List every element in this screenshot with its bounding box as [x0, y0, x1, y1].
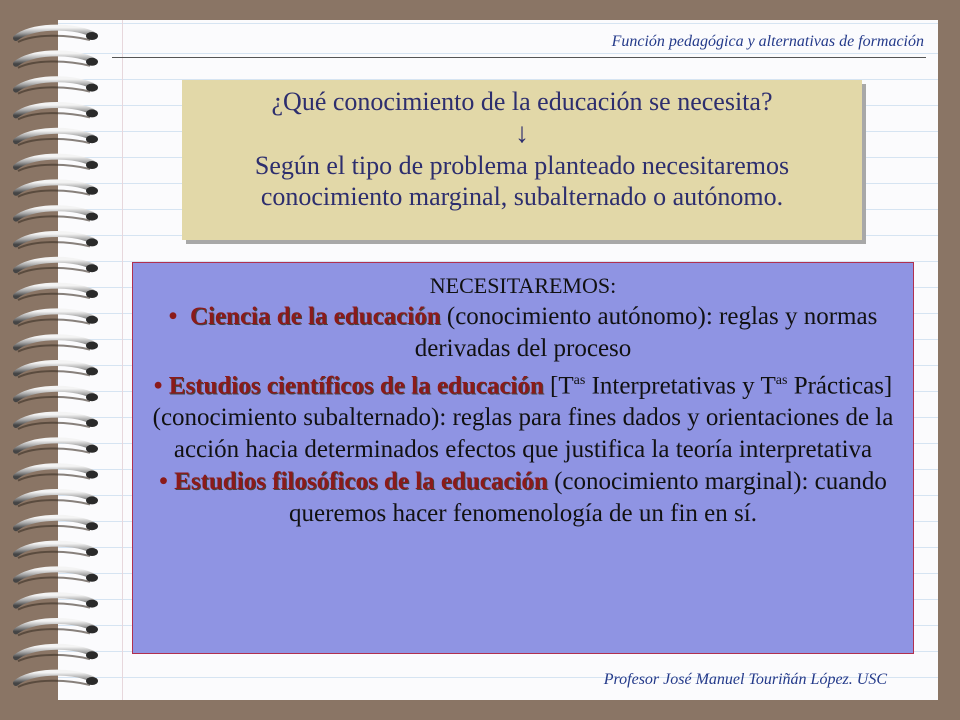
spiral-ring	[16, 260, 98, 274]
spiral-ring	[16, 105, 98, 119]
slide-footer: Profesor José Manuel Touriñán López. USC	[603, 671, 887, 688]
spiral-ring	[16, 647, 98, 661]
spiral-ring	[16, 234, 98, 248]
spiral-ring	[16, 131, 98, 145]
list-item-ciencia	[151, 301, 895, 365]
spiral-ring	[16, 208, 98, 222]
spiral-ring	[16, 157, 98, 171]
bullet-icon: •	[153, 372, 163, 400]
desc-cientificos-1: [T	[543, 372, 574, 400]
sup-as-2: as	[775, 373, 788, 388]
spiral-ring	[16, 79, 98, 93]
bullet-icon: •	[168, 303, 178, 330]
spiral-ring	[16, 518, 98, 532]
spiral-ring	[16, 440, 98, 454]
list-item-cientificos	[151, 365, 895, 466]
header-rule	[112, 57, 926, 58]
spiral-ring	[16, 389, 98, 403]
desc-ciencia: (conocimiento autónomo): reglas y normas derivadas del proceso	[414, 303, 878, 362]
margin-line	[122, 20, 123, 700]
needs-title: NECESITAREMOS:	[429, 273, 617, 298]
spiral-ring	[16, 182, 98, 196]
answer-line-1: Según el tipo de problema planteado necesitaremos	[254, 151, 790, 180]
term-ciencia: Ciencia de la educación	[189, 303, 441, 330]
spiral-ring	[16, 595, 98, 609]
spiral-ring	[16, 363, 98, 377]
desc-cientificos-3: Prácticas] (conocimiento subalternado): reglas para fines dados y orientaciones de la acción hacia determinados efectos que justifica la teoría interpretativa	[152, 372, 894, 464]
spiral-binding	[0, 20, 110, 700]
down-arrow-icon: ↓	[515, 118, 529, 149]
question-text: ¿Qué conocimiento de la educación se necesita?	[271, 87, 773, 116]
spiral-ring	[16, 673, 98, 687]
spiral-ring	[16, 415, 98, 429]
spiral-ring	[16, 466, 98, 480]
spiral-ring	[16, 28, 98, 42]
question-box	[182, 80, 862, 240]
spiral-ring	[16, 337, 98, 351]
needs-box	[132, 262, 914, 654]
desc-filosoficos: (conocimiento marginal): cuando queremos hacer fenomenología de un fin en sí.	[289, 468, 887, 528]
spiral-ring	[16, 53, 98, 67]
spiral-ring	[16, 621, 98, 635]
spiral-ring	[16, 492, 98, 506]
list-item-filosoficos	[151, 466, 895, 530]
spiral-ring	[16, 569, 98, 583]
sup-as-1: as	[573, 373, 586, 388]
spiral-ring	[16, 286, 98, 300]
spiral-ring	[16, 311, 98, 325]
term-filosoficos: Estudios filosóficos de la educación	[174, 468, 548, 496]
spiral-ring	[16, 544, 98, 558]
bullet-icon: •	[159, 468, 168, 496]
desc-cientificos-2: Interpretativas y T	[585, 372, 776, 400]
slide-header: Función pedagógica y alternativas de formación	[611, 33, 924, 50]
answer-line-2: conocimiento marginal, subalternado o autónomo.	[260, 182, 784, 211]
term-cientificos: Estudios científicos de la educación	[168, 372, 544, 400]
